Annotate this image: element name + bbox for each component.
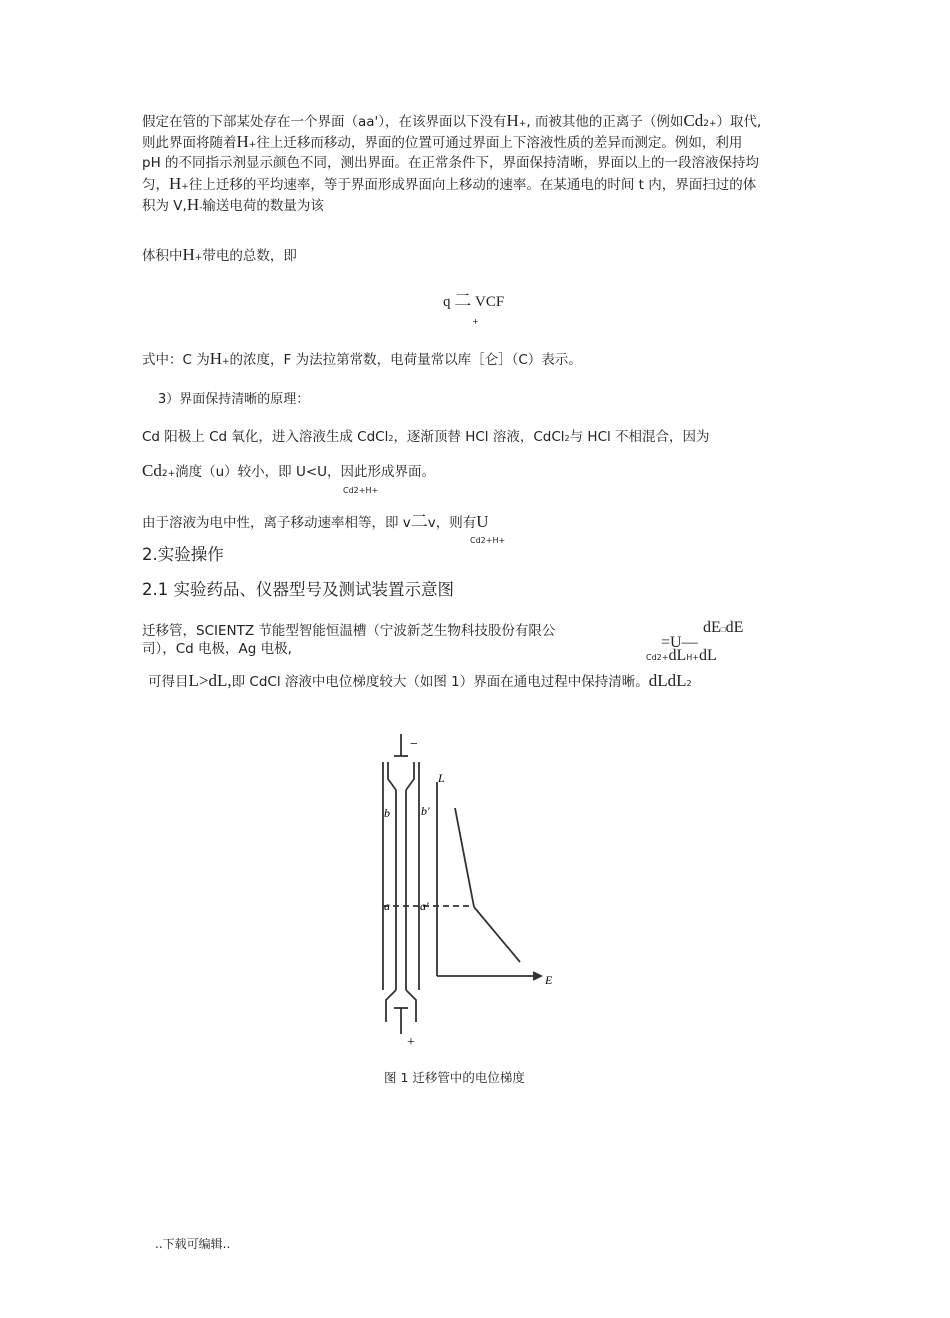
subscript-label: Cd2+H+ <box>343 486 379 495</box>
text-span: 则此界面将随着 <box>142 135 237 151</box>
paragraph-line <box>142 350 582 371</box>
text-span: 往上迁移而移动，界面的位置可通过界面上下溶液性质的差异而测定。例如，利用 <box>256 135 743 151</box>
text-span: Cd <box>142 461 162 480</box>
label-b: b <box>384 806 390 820</box>
paragraph-line <box>142 246 297 267</box>
label-plus: + <box>407 1035 415 1050</box>
text-span: 即 CdCl 溶液中电位梯度较大（如图 1）界面在通电过程中保持清晰。 <box>231 674 649 690</box>
text-span: L>dL, <box>188 671 232 690</box>
gradient-line-lower <box>474 907 520 962</box>
text-span: H <box>209 349 222 368</box>
label-a-prime: a' <box>420 899 429 913</box>
text-span: 积为 V, <box>142 198 187 214</box>
paragraph-line <box>142 462 435 483</box>
migration-tube <box>383 734 419 1034</box>
right-formula-bottom <box>646 647 717 667</box>
tube-bottom-left <box>386 990 396 1022</box>
paragraph-line <box>142 428 710 448</box>
text-span: H+ <box>686 653 699 662</box>
text-span: + <box>248 140 257 150</box>
formula-equals: 二 <box>454 291 472 311</box>
paragraph-line <box>142 175 756 196</box>
text-span: 2+ <box>161 469 176 479</box>
formula-rhs: VCF <box>475 294 505 310</box>
text-span: 体积中 <box>142 248 183 264</box>
label-b-prime: b' <box>421 804 430 818</box>
text-span: 往上迁移的平均速率，等于界面形成界面向上移动的速率。在某通电的时间 t 内，界面扫过的体 <box>188 177 757 193</box>
list-item: 3）界面保持清晰的原理： <box>158 392 310 407</box>
text-span: H <box>186 195 200 214</box>
formula-subscript: + <box>472 317 479 326</box>
text-span: 2+ <box>703 119 717 129</box>
paragraph-line <box>148 672 692 693</box>
label-l: L <box>438 771 445 785</box>
text-span: dE <box>703 619 721 636</box>
paragraph-line <box>142 112 761 133</box>
text-span: Cd <box>683 111 704 130</box>
paragraph-line <box>142 133 742 154</box>
text-span: dLdL <box>648 671 687 690</box>
text-span: 的浓度，F 为法拉第常数，电荷量常以库［仑］（C）表示。 <box>229 352 582 368</box>
section-heading: 2.实验操作 <box>142 545 224 564</box>
text-span: 可得目 <box>148 674 189 690</box>
text-span: 2 <box>686 679 692 688</box>
text-span: ）取代, <box>716 114 762 130</box>
paragraph-line: 迁移管，SCIENTZ 节能型智能恒温槽（宁波新芝生物科技股份有限公 <box>142 623 556 639</box>
tube-top-left <box>388 762 396 790</box>
label-minus: − <box>409 737 419 752</box>
text-span: □ <box>720 625 726 634</box>
figure-caption: 图 1 迁移管中的电位梯度 <box>384 1070 525 1085</box>
text-span: 与 HCl 不相混合，因为 <box>569 429 710 445</box>
text-span: H <box>169 174 182 193</box>
text-span: dL <box>698 647 717 664</box>
text-span: U <box>476 512 489 531</box>
text-span: , 而被其他的正离子（例如 <box>526 114 684 130</box>
paragraph-line <box>142 196 324 217</box>
gradient-line-upper <box>455 808 474 907</box>
text-span: + <box>181 182 189 192</box>
formula-q: q <box>443 294 451 310</box>
text-span: 输送电荷的数量为该 <box>202 198 324 214</box>
text-span: H <box>182 245 195 264</box>
text-span: + <box>194 253 203 263</box>
footer-text: ..下载可编辑.. <box>155 1237 231 1251</box>
text-span: 2 <box>388 434 394 443</box>
subscript-label: Cd2+H+ <box>470 536 506 545</box>
paragraph-line: pH 的不同指示剂显示颜色不同，测出界面。在正常条件下，界面保持清晰，界面以上的一段溶液保持均 <box>142 155 760 171</box>
text-span: 淌度（u）较小，即 U<U，因此形成界面。 <box>175 464 436 480</box>
text-span: v，则有 <box>427 515 477 531</box>
right-formula-eq: =U— <box>661 634 698 651</box>
axis-arrow <box>533 972 541 980</box>
label-a: a <box>384 899 390 913</box>
tube-top-right <box>406 762 414 790</box>
text-span: H <box>236 132 249 151</box>
text-span: 匀， <box>142 177 169 193</box>
text-span: dE <box>725 619 744 636</box>
label-e: E <box>545 973 553 987</box>
gradient-plot <box>383 782 541 980</box>
text-span: 2 <box>564 434 570 443</box>
text-span: + <box>518 119 527 129</box>
text-span: 二 <box>410 512 428 532</box>
paragraph-line <box>142 513 489 532</box>
subsection-heading: 2.1 实验药品、仪器型号及测试装置示意图 <box>142 580 454 599</box>
text-span: 带电的总数，即 <box>202 248 297 264</box>
text-span: ，逐渐顶替 HCl 溶液，CdCl <box>393 429 565 445</box>
right-formula-top <box>703 619 743 639</box>
text-span: Cd2+ <box>646 653 669 662</box>
text-span: dL <box>668 647 687 664</box>
paragraph-line: 司），Cd 电极，Ag 电极, <box>142 641 292 657</box>
formula <box>443 292 504 311</box>
tube-bottom-right <box>406 990 416 1022</box>
text-span: - <box>199 203 203 213</box>
text-span: 式中：C 为 <box>142 352 210 368</box>
text-span: H <box>506 111 519 130</box>
text-span: 由于溶液为电中性，离子移动速率相等，即 v <box>142 515 411 531</box>
text-span: Cd 阳极上 Cd 氧化，进入溶液生成 CdCl <box>142 429 389 445</box>
text-span: 假定在管的下部某处存在一个界面（aa'），在该界面以下没有 <box>142 114 507 130</box>
text-span: + <box>222 357 230 367</box>
